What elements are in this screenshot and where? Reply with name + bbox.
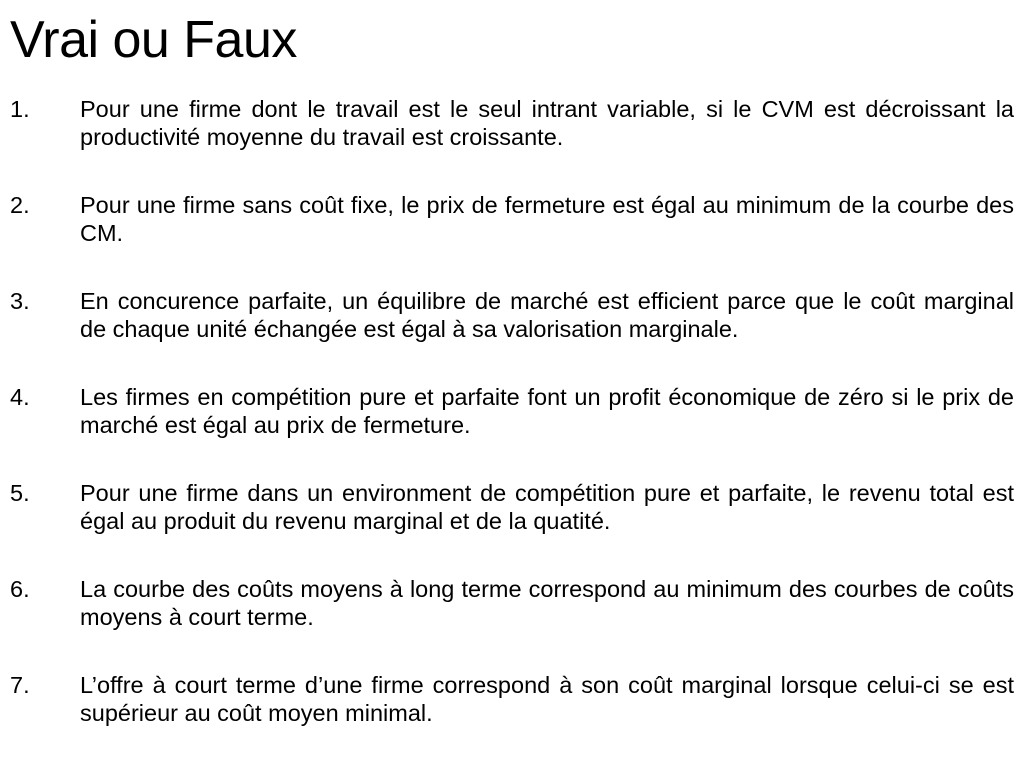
statement-number: 1. [10, 96, 30, 122]
statement-item [10, 383, 1014, 439]
statement-number: 2. [10, 192, 30, 218]
statement-item [10, 479, 1014, 535]
statement-number: 4. [10, 384, 30, 410]
statement-number: 6. [10, 576, 30, 602]
statement-text: La courbe des coûts moyens à long terme correspond au minimum des courbes de coûts moyens à court terme. [80, 576, 1014, 630]
statement-text: L’offre à court terme d’une firme correspond à son coût marginal lorsque celui-ci se est supérieur au coût moyen minimal. [80, 672, 1014, 726]
statement-number: 7. [10, 672, 30, 698]
statement-text: Pour une firme sans coût fixe, le prix de fermeture est égal au minimum de la courbe des CM. [80, 192, 1014, 246]
statement-list [10, 95, 1014, 727]
statement-number: 3. [10, 288, 30, 314]
statement-item [10, 575, 1014, 631]
slide-title: Vrai ou Faux [10, 11, 297, 69]
statement-item [10, 287, 1014, 343]
statement-text: Pour une firme dont le travail est le seul intrant variable, si le CVM est décroissant la productivité moyenne du travail est croissante. [80, 96, 1014, 150]
statement-number: 5. [10, 480, 30, 506]
statement-text: Pour une firme dans un environment de compétition pure et parfaite, le revenu total est égal au produit du revenu marginal et de la quatité. [80, 480, 1014, 534]
statement-item [10, 191, 1014, 247]
statement-item [10, 95, 1014, 151]
statement-text: Les firmes en compétition pure et parfaite font un profit économique de zéro si le prix de marché est égal au prix de fermeture. [80, 384, 1014, 438]
statement-item [10, 671, 1014, 727]
statement-text: En concurence parfaite, un équilibre de marché est efficient parce que le coût marginal de chaque unité échangée est égal à sa valorisation marginale. [80, 288, 1014, 342]
